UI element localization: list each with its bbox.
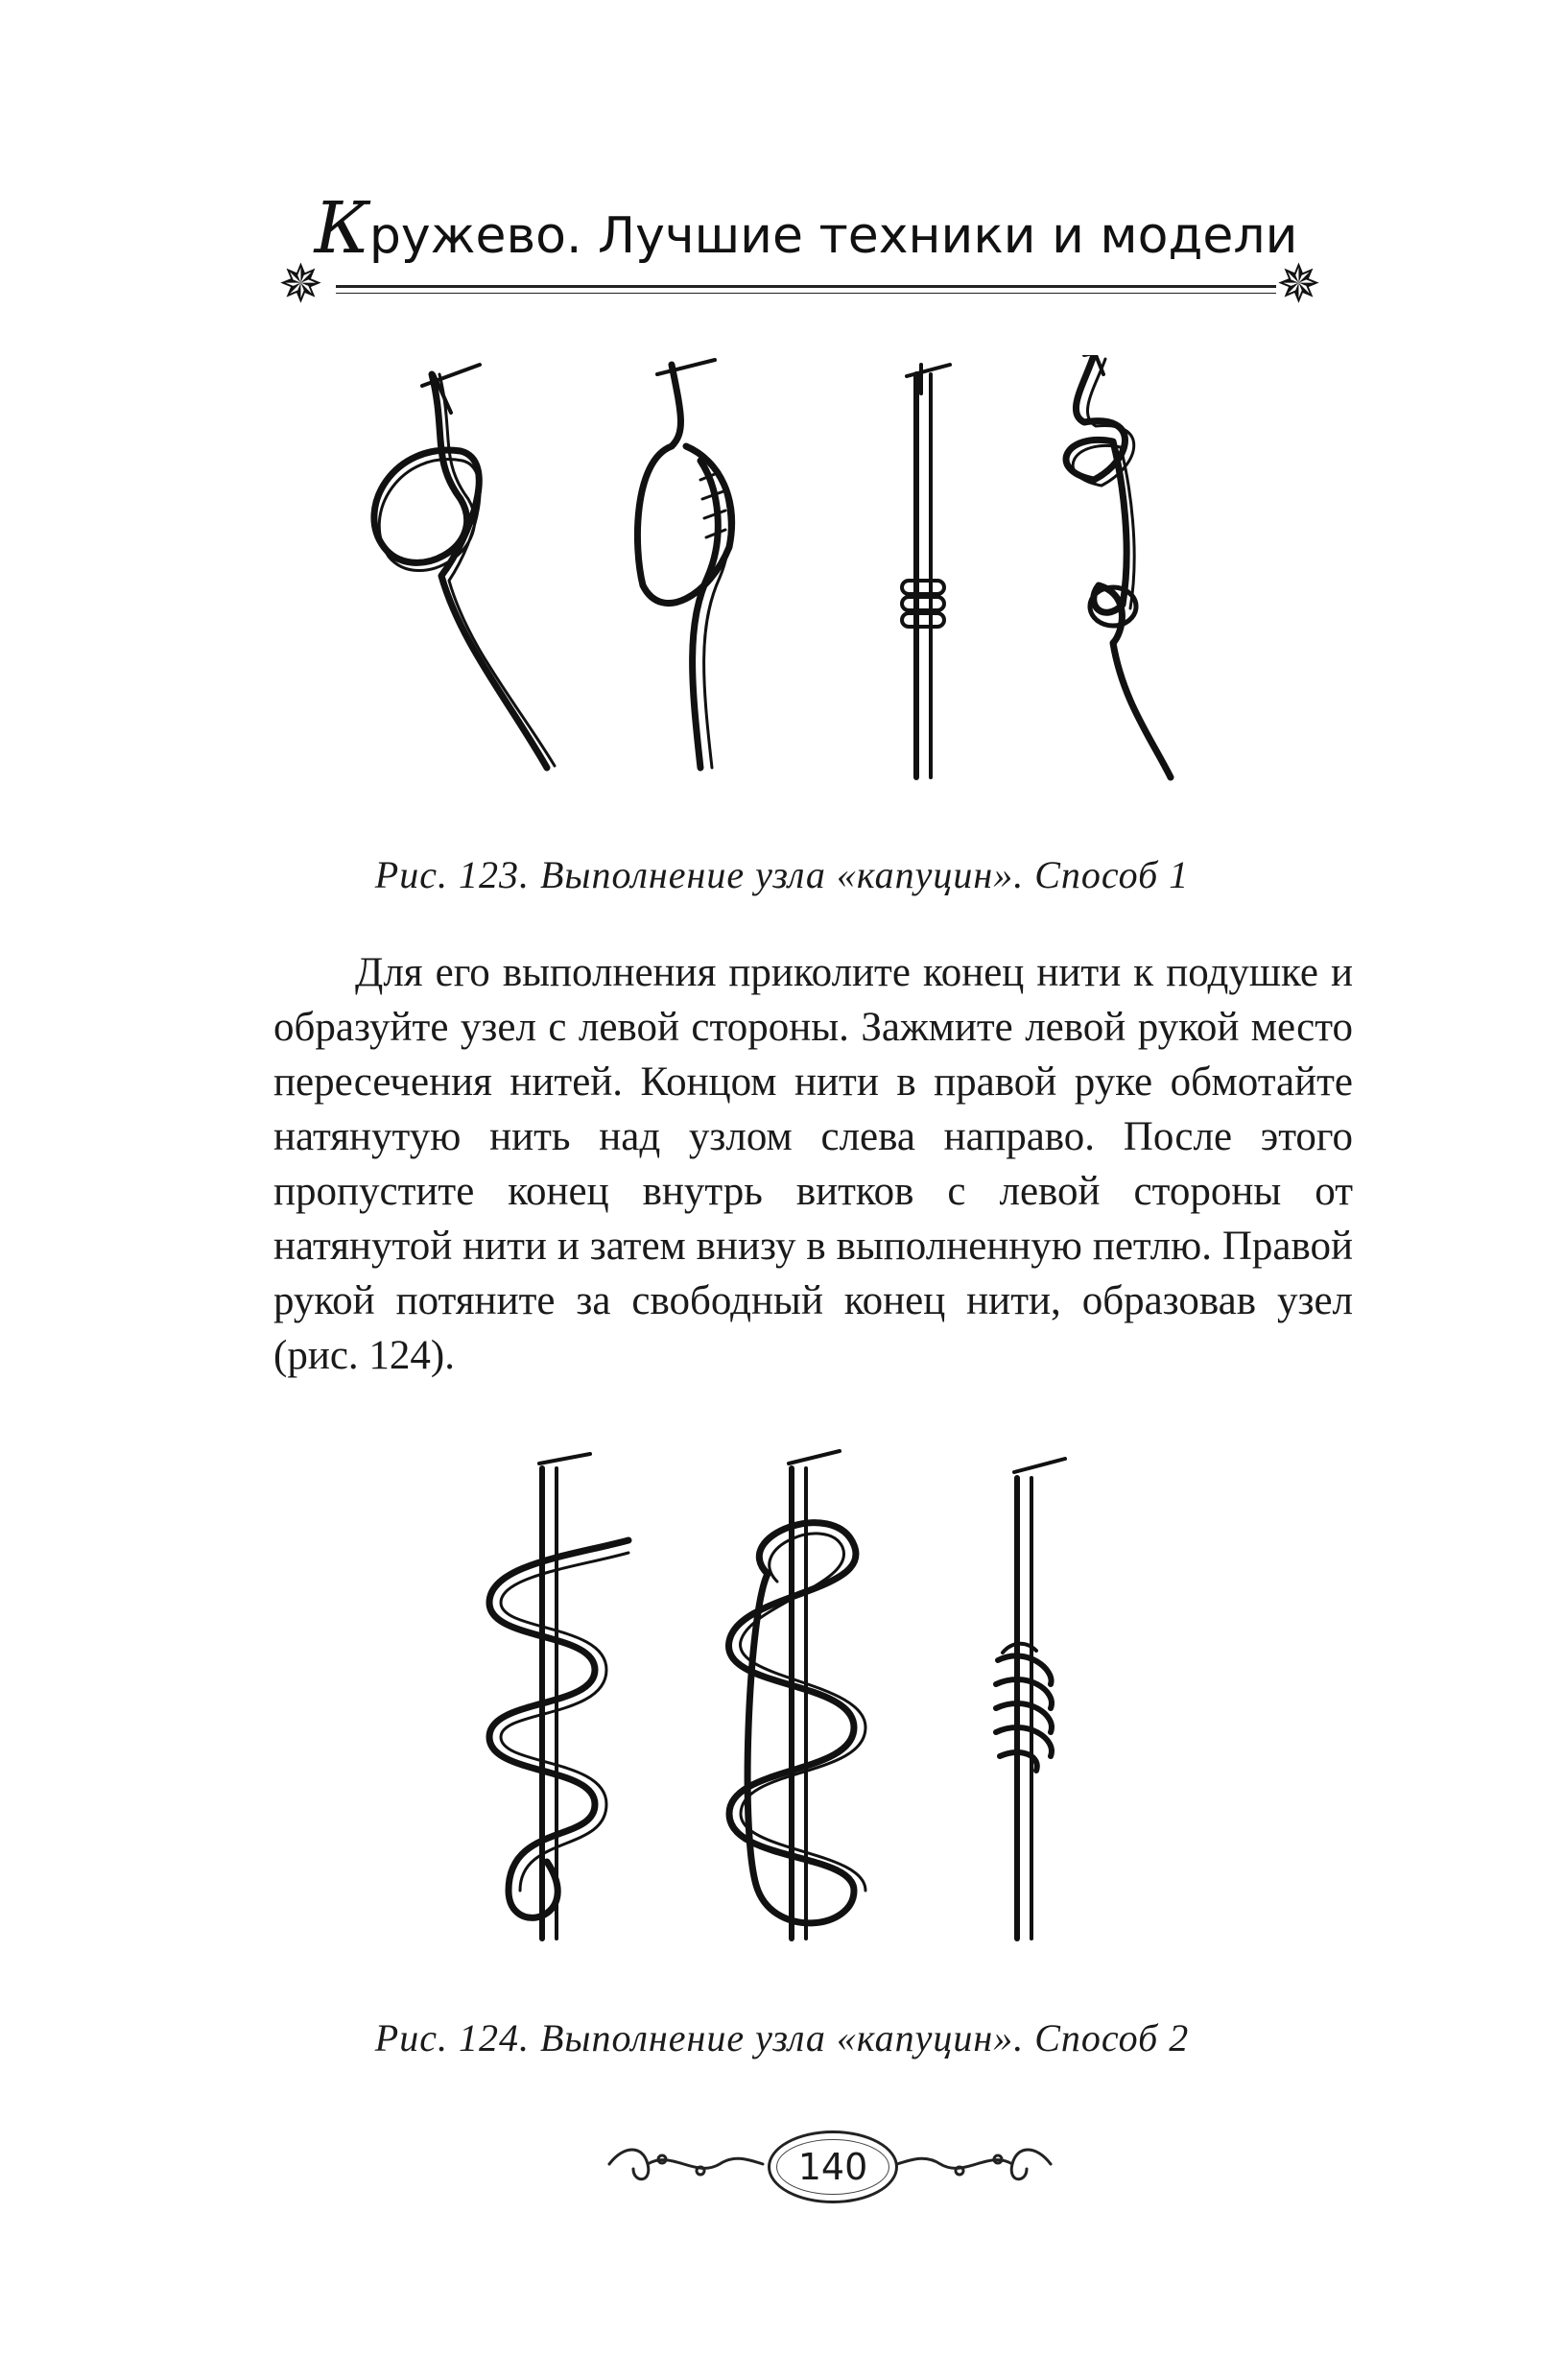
header-divider (336, 285, 1276, 288)
wrap-step-3-drawing (996, 1459, 1065, 1939)
running-header (278, 187, 1334, 321)
book-title (278, 187, 1334, 270)
body-text (273, 945, 1353, 1383)
left-flourish-ornament (604, 2140, 768, 2188)
page-footer (604, 2121, 1055, 2217)
star-ornament-icon: ✵ (278, 253, 323, 316)
knot-step-3-drawing (902, 365, 950, 777)
knot-step-2-drawing (637, 360, 731, 768)
star-ornament-icon: ✵ (1276, 253, 1321, 316)
figure-124-caption: Рис. 124. Выполнение узла «капуцин». Способ 2 (374, 2016, 1190, 2059)
knot-step-1-drawing (374, 365, 555, 768)
right-flourish-ornament (892, 2140, 1055, 2188)
figure-123-illustration (355, 355, 1295, 806)
figure-124-illustration (451, 1440, 1180, 1977)
knot-step-4-drawing (1066, 355, 1171, 777)
wrap-step-1-drawing (489, 1454, 628, 1939)
title-text: ружево. Лучшие техники и модели (368, 207, 1298, 265)
wrap-step-2-drawing (728, 1451, 865, 1939)
figure-123-caption: Рис. 123. Выполнение узла «капуцин». Способ 1 (374, 853, 1190, 896)
title-initial: К (314, 187, 369, 270)
paragraph: Для его выполнения приколите конец нити к подушке и образуйте узел с левой стороны. Зажмите левой рукой место пересечения нитей. Концом нити в правой руке обмотайте натянутую нить над узлом слева направо. После этого пропустите конец внутрь витков с левой стороны от натянутой нити и затем внизу в выполненную петлю. Правой рукой потяните за свободный конец нити, образовав узел (рис. 124). (273, 950, 1353, 1378)
page-number: 140 (768, 2130, 898, 2203)
